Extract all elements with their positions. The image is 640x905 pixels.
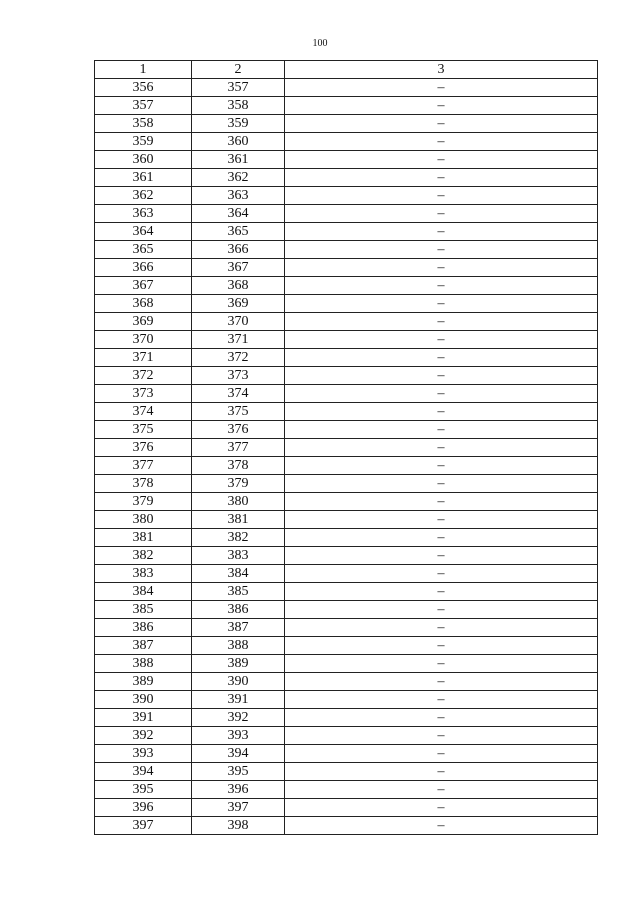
table-cell-col-3: –	[285, 421, 598, 439]
table-cell-col-1: 361	[95, 169, 192, 187]
table-row	[95, 637, 598, 655]
table-row	[95, 655, 598, 673]
table-cell-col-3: –	[285, 115, 598, 133]
table-cell-col-3: –	[285, 709, 598, 727]
table-row	[95, 673, 598, 691]
table-cell-col-1: 386	[95, 619, 192, 637]
header-cell-col-2: 2	[192, 61, 285, 79]
table-cell-col-3: –	[285, 223, 598, 241]
table-cell-col-3: –	[285, 691, 598, 709]
table-cell-col-2: 362	[192, 169, 285, 187]
table-cell-col-2: 374	[192, 385, 285, 403]
table-cell-col-3: –	[285, 637, 598, 655]
table-cell-col-1: 369	[95, 313, 192, 331]
table-cell-col-2: 357	[192, 79, 285, 97]
table-cell-col-1: 357	[95, 97, 192, 115]
table-row	[95, 187, 598, 205]
table-cell-col-2: 397	[192, 799, 285, 817]
table-cell-col-3: –	[285, 673, 598, 691]
table-row	[95, 439, 598, 457]
table-row	[95, 817, 598, 835]
table-row	[95, 331, 598, 349]
table-row	[95, 151, 598, 169]
table-cell-col-1: 391	[95, 709, 192, 727]
table-cell-col-2: 386	[192, 601, 285, 619]
table-cell-col-1: 377	[95, 457, 192, 475]
table-cell-col-1: 358	[95, 115, 192, 133]
table-cell-col-2: 377	[192, 439, 285, 457]
table-row	[95, 241, 598, 259]
table-cell-col-3: –	[285, 475, 598, 493]
table-cell-col-1: 394	[95, 763, 192, 781]
table-cell-col-2: 365	[192, 223, 285, 241]
table-cell-col-2: 361	[192, 151, 285, 169]
table-row	[95, 277, 598, 295]
table-cell-col-2: 398	[192, 817, 285, 835]
table-cell-col-2: 369	[192, 295, 285, 313]
table-cell-col-3: –	[285, 205, 598, 223]
table-cell-col-1: 393	[95, 745, 192, 763]
table-cell-col-2: 383	[192, 547, 285, 565]
table-cell-col-3: –	[285, 277, 598, 295]
table-cell-col-1: 366	[95, 259, 192, 277]
table-cell-col-3: –	[285, 727, 598, 745]
table-cell-col-2: 389	[192, 655, 285, 673]
table-row	[95, 799, 598, 817]
table-cell-col-2: 396	[192, 781, 285, 799]
table-row	[95, 403, 598, 421]
table-row	[95, 565, 598, 583]
table-cell-col-2: 370	[192, 313, 285, 331]
table-cell-col-2: 373	[192, 367, 285, 385]
table-cell-col-1: 380	[95, 511, 192, 529]
table-cell-col-2: 385	[192, 583, 285, 601]
table-row	[95, 529, 598, 547]
table-cell-col-2: 380	[192, 493, 285, 511]
table-row	[95, 115, 598, 133]
table-row	[95, 601, 598, 619]
table-cell-col-1: 390	[95, 691, 192, 709]
table-cell-col-3: –	[285, 619, 598, 637]
table-cell-col-1: 373	[95, 385, 192, 403]
table-cell-col-3: –	[285, 817, 598, 835]
table-cell-col-2: 392	[192, 709, 285, 727]
table-cell-col-3: –	[285, 169, 598, 187]
table-cell-col-2: 368	[192, 277, 285, 295]
table-cell-col-1: 389	[95, 673, 192, 691]
table-row	[95, 619, 598, 637]
table-cell-col-2: 366	[192, 241, 285, 259]
table-cell-col-2: 367	[192, 259, 285, 277]
table-row	[95, 367, 598, 385]
table-row	[95, 79, 598, 97]
table-cell-col-3: –	[285, 439, 598, 457]
table-row	[95, 223, 598, 241]
table-row	[95, 421, 598, 439]
table-cell-col-3: –	[285, 79, 598, 97]
table-row	[95, 133, 598, 151]
table-cell-col-3: –	[285, 655, 598, 673]
table-cell-col-2: 378	[192, 457, 285, 475]
table-row	[95, 169, 598, 187]
table-cell-col-3: –	[285, 565, 598, 583]
table-cell-col-2: 376	[192, 421, 285, 439]
table-row	[95, 727, 598, 745]
table-cell-col-3: –	[285, 547, 598, 565]
table-cell-col-3: –	[285, 601, 598, 619]
table-cell-col-1: 384	[95, 583, 192, 601]
table-cell-col-2: 359	[192, 115, 285, 133]
table-cell-col-2: 364	[192, 205, 285, 223]
table-row	[95, 763, 598, 781]
table-row	[95, 493, 598, 511]
table-row	[95, 205, 598, 223]
table-cell-col-1: 385	[95, 601, 192, 619]
table-cell-col-1: 397	[95, 817, 192, 835]
table-cell-col-1: 381	[95, 529, 192, 547]
table-cell-col-3: –	[285, 529, 598, 547]
table-cell-col-1: 365	[95, 241, 192, 259]
table-cell-col-3: –	[285, 799, 598, 817]
table-cell-col-3: –	[285, 313, 598, 331]
table-cell-col-2: 379	[192, 475, 285, 493]
table-cell-col-1: 371	[95, 349, 192, 367]
header-cell-col-1: 1	[95, 61, 192, 79]
table-row	[95, 295, 598, 313]
table-cell-col-2: 382	[192, 529, 285, 547]
table-row	[95, 475, 598, 493]
table-cell-col-3: –	[285, 511, 598, 529]
table-cell-col-1: 387	[95, 637, 192, 655]
table-cell-col-3: –	[285, 403, 598, 421]
table-body	[95, 79, 598, 835]
table-row	[95, 511, 598, 529]
table-cell-col-3: –	[285, 295, 598, 313]
table-cell-col-1: 363	[95, 205, 192, 223]
table-cell-col-3: –	[285, 763, 598, 781]
table-cell-col-1: 383	[95, 565, 192, 583]
table-cell-col-3: –	[285, 349, 598, 367]
table-cell-col-3: –	[285, 187, 598, 205]
table-row	[95, 457, 598, 475]
table-cell-col-1: 388	[95, 655, 192, 673]
table-cell-col-1: 370	[95, 331, 192, 349]
table-cell-col-2: 372	[192, 349, 285, 367]
table-cell-col-3: –	[285, 97, 598, 115]
header-cell-col-3: 3	[285, 61, 598, 79]
table-row	[95, 313, 598, 331]
table-header	[95, 61, 598, 79]
table-row	[95, 583, 598, 601]
table-cell-col-3: –	[285, 133, 598, 151]
table-cell-col-1: 395	[95, 781, 192, 799]
table-cell-col-3: –	[285, 457, 598, 475]
table-cell-col-1: 379	[95, 493, 192, 511]
table-row	[95, 97, 598, 115]
table-row	[95, 709, 598, 727]
table-cell-col-1: 374	[95, 403, 192, 421]
table-cell-col-2: 358	[192, 97, 285, 115]
table-cell-col-3: –	[285, 385, 598, 403]
table-cell-col-1: 360	[95, 151, 192, 169]
table-cell-col-2: 381	[192, 511, 285, 529]
table-row	[95, 691, 598, 709]
page-number: 100	[312, 38, 328, 49]
table-cell-col-3: –	[285, 781, 598, 799]
table-cell-col-3: –	[285, 367, 598, 385]
table-cell-col-1: 359	[95, 133, 192, 151]
table-cell-col-1: 372	[95, 367, 192, 385]
table-row	[95, 385, 598, 403]
table-cell-col-2: 391	[192, 691, 285, 709]
table-cell-col-1: 378	[95, 475, 192, 493]
table-cell-col-1: 367	[95, 277, 192, 295]
table-row	[95, 745, 598, 763]
table-cell-col-1: 368	[95, 295, 192, 313]
table-cell-col-1: 376	[95, 439, 192, 457]
table-cell-col-1: 392	[95, 727, 192, 745]
table-cell-col-2: 388	[192, 637, 285, 655]
table-cell-col-2: 393	[192, 727, 285, 745]
table-cell-col-1: 375	[95, 421, 192, 439]
table-cell-col-2: 371	[192, 331, 285, 349]
table-cell-col-3: –	[285, 493, 598, 511]
table-row	[95, 547, 598, 565]
table-cell-col-3: –	[285, 241, 598, 259]
table-row	[95, 781, 598, 799]
table-cell-col-2: 387	[192, 619, 285, 637]
table-cell-col-2: 390	[192, 673, 285, 691]
table-cell-col-2: 384	[192, 565, 285, 583]
table-cell-col-1: 364	[95, 223, 192, 241]
table-cell-col-1: 382	[95, 547, 192, 565]
table-cell-col-3: –	[285, 151, 598, 169]
table-cell-col-3: –	[285, 259, 598, 277]
table-row	[95, 259, 598, 277]
header-row	[95, 61, 598, 79]
table-cell-col-1: 356	[95, 79, 192, 97]
table-cell-col-3: –	[285, 745, 598, 763]
table-cell-col-3: –	[285, 331, 598, 349]
table-cell-col-2: 375	[192, 403, 285, 421]
table-cell-col-1: 396	[95, 799, 192, 817]
data-table	[94, 60, 598, 835]
table-cell-col-2: 363	[192, 187, 285, 205]
table-cell-col-2: 360	[192, 133, 285, 151]
table-row	[95, 349, 598, 367]
table-cell-col-2: 394	[192, 745, 285, 763]
table-cell-col-2: 395	[192, 763, 285, 781]
table-cell-col-1: 362	[95, 187, 192, 205]
table-cell-col-3: –	[285, 583, 598, 601]
